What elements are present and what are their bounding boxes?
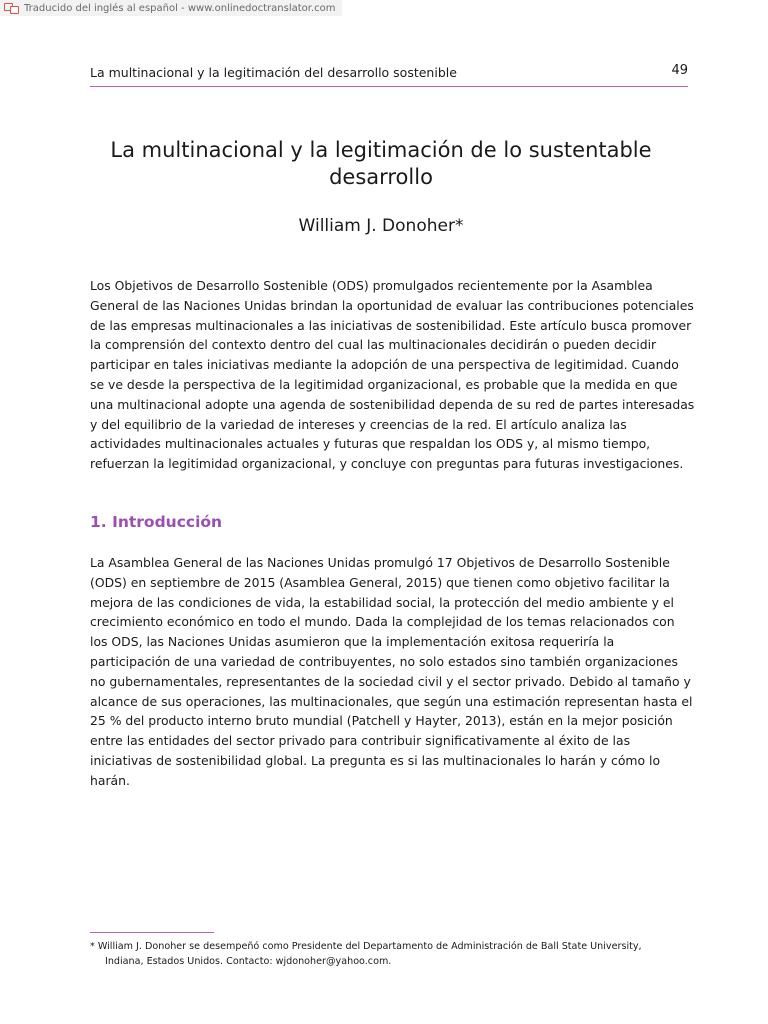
article-title-line1: La multinacional y la legitimación de lo sustentable: [110, 138, 652, 162]
page-number: 49: [671, 63, 688, 78]
abstract-paragraph: Los Objetivos de Desarrollo Sostenible (ODS) promulgados recientemente por la Asamblea General de las Naciones Unidas brindan la oportunidad de evaluar las contribuciones potenciales de las empresas multinacionales a las iniciativas de sostenibilidad. Este artículo busca promover la comprensión del contexto dentro del cual las multinacionales decidirán o pueden decidir participar en tales iniciativas mediante la adopción de una perspectiva de legitimidad. Cuando se ve desde la perspectiva de la legitimidad organizacional, es probable que la medida en que una multinacional adopte una agenda de sostenibilidad dependa de su red de partes interesadas y del equilibrio de la variedad de intereses y creencias de la red. El artículo analiza las actividades multinacionales actuales y futuras que respaldan los ODS y, al mismo tiempo, refuerzan la legitimidad organizacional, y concluye con preguntas para futuras investigaciones.: [90, 278, 695, 472]
footnote-divider: [90, 932, 214, 933]
running-header: [90, 64, 688, 87]
article-title: [90, 137, 672, 191]
article-author: William J. Donoher*: [298, 216, 464, 236]
footnote-line1: * William J. Donoher se desempeñó como Presidente del Departamento de Administración de Ball State University,: [90, 941, 642, 952]
translator-banner-text[interactable]: Traducido del inglés al español - www.onlinedoctranslator.com: [24, 2, 336, 14]
footnote-line2: Indiana, Estados Unidos. Contacto: wjdonoher@yahoo.com.: [105, 956, 392, 967]
section-heading-introduction: 1. Introducción: [90, 513, 223, 531]
translate-logo-icon: [4, 3, 20, 14]
running-title: La multinacional y la legitimación del desarrollo sostenible: [90, 65, 457, 80]
footnote: [90, 939, 690, 969]
translator-banner[interactable]: [0, 0, 342, 16]
introduction-paragraph: La Asamblea General de las Naciones Unidas promulgó 17 Objetivos de Desarrollo Sostenible (ODS) en septiembre de 2015 (Asamblea General, 2015) que tienen como objetivo facilitar la mejora de las condiciones de vida, la estabilidad social, la protección del medio ambiente y el crecimiento económico en todo el mundo. Dada la complejidad de los temas relacionados con los ODS, las Naciones Unidas asumieron que la implementación exitosa requeriría la participación de una variedad de contribuyentes, no solo estados sino también organizaciones no gubernamentales, representantes de la sociedad civil y el sector privado. Debido al tamaño y alcance de sus operaciones, las multinacionales, que según una estimación representan hasta el 25 % del producto interno bruto mundial (Patchell y Hayter, 2013), están en la mejor posición entre las entidades del sector privado para contribuir significativamente al éxito de las iniciativas de sostenibilidad global. La pregunta es si las multinacionales lo harán y cómo lo harán.: [90, 555, 693, 788]
article-title-line2: desarrollo: [329, 165, 433, 189]
